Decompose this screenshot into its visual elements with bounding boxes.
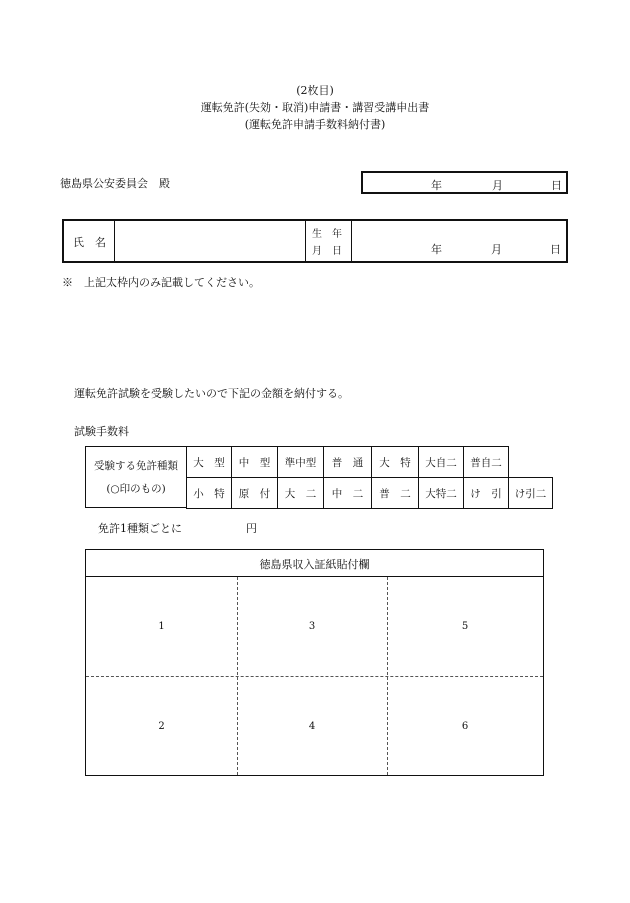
date-box[interactable] bbox=[361, 171, 568, 194]
stamp-slot-4[interactable]: 4 bbox=[308, 721, 316, 732]
license-option-row1[interactable]: 中 型 bbox=[231, 446, 278, 478]
name-field[interactable] bbox=[120, 234, 300, 248]
fee-amount-field[interactable] bbox=[180, 520, 240, 534]
birth-label-line1: 生 年 bbox=[312, 229, 342, 240]
stamp-slot-3[interactable]: 3 bbox=[308, 621, 316, 632]
license-option-row1[interactable]: 大 特 bbox=[371, 446, 419, 478]
license-option-row2[interactable]: 中 二 bbox=[323, 477, 372, 509]
license-option-row2[interactable]: 普 二 bbox=[371, 477, 419, 509]
license-option-row2[interactable]: 大 二 bbox=[277, 477, 324, 509]
form-title: 運転免許(失効・取消)申請書・講習受講申出書 bbox=[200, 101, 430, 114]
license-option-row1[interactable]: 準中型 bbox=[277, 446, 324, 478]
stamp-slot-5[interactable]: 5 bbox=[461, 621, 469, 632]
fee-heading: 試験手数料 bbox=[74, 425, 129, 438]
birth-year-label: 年 bbox=[431, 243, 442, 256]
addressee: 徳島県公安委員会 殿 bbox=[60, 177, 170, 190]
date-month-label: 月 bbox=[492, 179, 503, 192]
stamp-slot-6[interactable]: 6 bbox=[461, 721, 469, 732]
fee-per-license-label: 免許1種類ごとに bbox=[98, 522, 182, 535]
note: ※ 上記太枠内のみ記載してください。 bbox=[62, 276, 260, 289]
date-year-label: 年 bbox=[431, 179, 442, 192]
license-option-row2[interactable]: 大特二 bbox=[418, 477, 464, 509]
license-type-label bbox=[85, 446, 187, 508]
license-option-row1[interactable]: 普自二 bbox=[463, 446, 509, 478]
fee-unit: 円 bbox=[246, 522, 257, 535]
license-option-row2[interactable]: 小 特 bbox=[186, 477, 232, 509]
license-type-label-line1: 受験する免許種類 bbox=[94, 460, 178, 472]
license-option-row1[interactable]: 大自二 bbox=[418, 446, 464, 478]
stamp-area bbox=[85, 549, 544, 776]
person-table bbox=[62, 219, 568, 263]
license-option-row2[interactable]: け引二 bbox=[508, 477, 553, 509]
name-label: 氏 名 bbox=[73, 236, 106, 249]
license-option-row1[interactable]: 大 型 bbox=[186, 446, 232, 478]
license-option-row2[interactable]: け 引 bbox=[463, 477, 509, 509]
license-option-row2[interactable]: 原 付 bbox=[231, 477, 278, 509]
date-day-label: 日 bbox=[551, 179, 562, 192]
birth-month-label: 月 bbox=[491, 243, 502, 256]
stamp-area-title: 徳島県収入証紙貼付欄 bbox=[259, 558, 370, 571]
stamp-slot-1[interactable]: 1 bbox=[158, 621, 165, 632]
license-option-row1[interactable]: 普 通 bbox=[323, 446, 372, 478]
form-subtitle: (運転免許申請手数料納付書) bbox=[244, 118, 386, 131]
birth-day-label: 日 bbox=[550, 243, 561, 256]
birth-label-line2: 月 日 bbox=[312, 246, 342, 257]
statement: 運転免許試験を受験したいので下記の金額を納付する。 bbox=[74, 387, 349, 400]
stamp-slot-2[interactable]: 2 bbox=[158, 721, 165, 732]
license-type-label-line2: (○印のもの) bbox=[106, 483, 166, 495]
sheet-number: (2枚目) bbox=[296, 84, 334, 97]
